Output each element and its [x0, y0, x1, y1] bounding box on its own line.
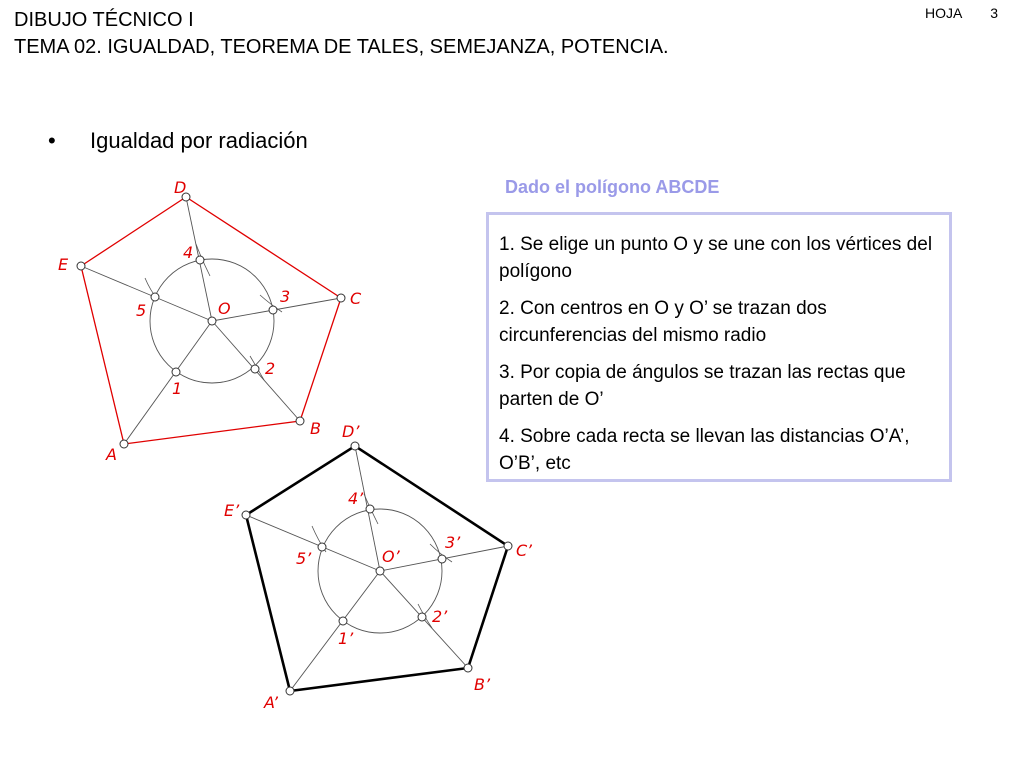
point-2: [251, 365, 259, 373]
point-5: [151, 293, 159, 301]
point-5-prime: [318, 543, 326, 551]
figure-original: [58, 178, 362, 464]
label-c-prime: C’: [516, 541, 532, 560]
page-number: 3: [990, 5, 998, 21]
step-2: 2. Con centros en O y O’ se trazan dos circunferencias del mismo radio: [499, 298, 827, 346]
point-1: [172, 368, 180, 376]
point-b-prime: [464, 664, 472, 672]
point-e-prime: [242, 511, 250, 519]
label-5: 5: [136, 301, 147, 320]
label-e-prime: E’: [224, 501, 240, 520]
point-3-prime: [438, 555, 446, 563]
given-text: Dado el polígono ABCDE: [505, 177, 720, 197]
point-b: [296, 417, 304, 425]
figure-copy: [224, 422, 533, 712]
label-3: 3: [280, 287, 291, 306]
label-5-prime: 5’: [296, 549, 312, 568]
point-a-prime: [286, 687, 294, 695]
point-c: [337, 294, 345, 302]
point-4: [196, 256, 204, 264]
label-e: E: [58, 255, 69, 274]
topic-title: TEMA 02. IGUALDAD, TEOREMA DE TALES, SEMEJANZA, POTENCIA.: [14, 36, 669, 58]
label-o-prime: O’: [382, 547, 400, 566]
label-d: D: [174, 178, 187, 197]
point-d-prime: [351, 442, 359, 450]
bullet-text: Igualdad por radiación: [90, 128, 308, 153]
point-c-prime: [504, 542, 512, 550]
label-2-prime: 2’: [432, 607, 448, 626]
label-4-prime: 4’: [348, 489, 364, 508]
point-o: [208, 317, 216, 325]
step-1: 1. Se elige un punto O y se une con los vértices del polígono: [499, 234, 933, 282]
label-b-prime: B’: [474, 675, 491, 694]
point-3: [269, 306, 277, 314]
label-o: O: [218, 299, 231, 318]
label-a-prime: A’: [264, 693, 278, 712]
step-4: 4. Sobre cada recta se llevan las distancias O’A’, O’B’, etc: [499, 426, 910, 474]
label-1-prime: 1’: [338, 629, 354, 648]
vertex-points: [77, 193, 345, 448]
label-4: 4: [183, 243, 194, 262]
label-d-prime: D’: [342, 422, 360, 441]
point-2-prime: [418, 613, 426, 621]
label-3-prime: 3’: [445, 533, 461, 552]
point-1-prime: [339, 617, 347, 625]
label-2: 2: [265, 359, 276, 378]
point-a: [120, 440, 128, 448]
label-c: C: [350, 289, 362, 308]
point-o-prime: [376, 567, 384, 575]
point-4-prime: [366, 505, 374, 513]
label-a: A: [106, 445, 117, 464]
label-1: 1: [172, 379, 183, 398]
step-3: 3. Por copia de ángulos se trazan las rectas que parten de O’: [499, 362, 906, 410]
label-b: B: [310, 419, 321, 438]
bullet-symbol: •: [48, 128, 56, 153]
page-word: HOJA: [924, 5, 963, 21]
course-title: DIBUJO TÉCNICO I: [14, 9, 194, 31]
point-e: [77, 262, 85, 270]
